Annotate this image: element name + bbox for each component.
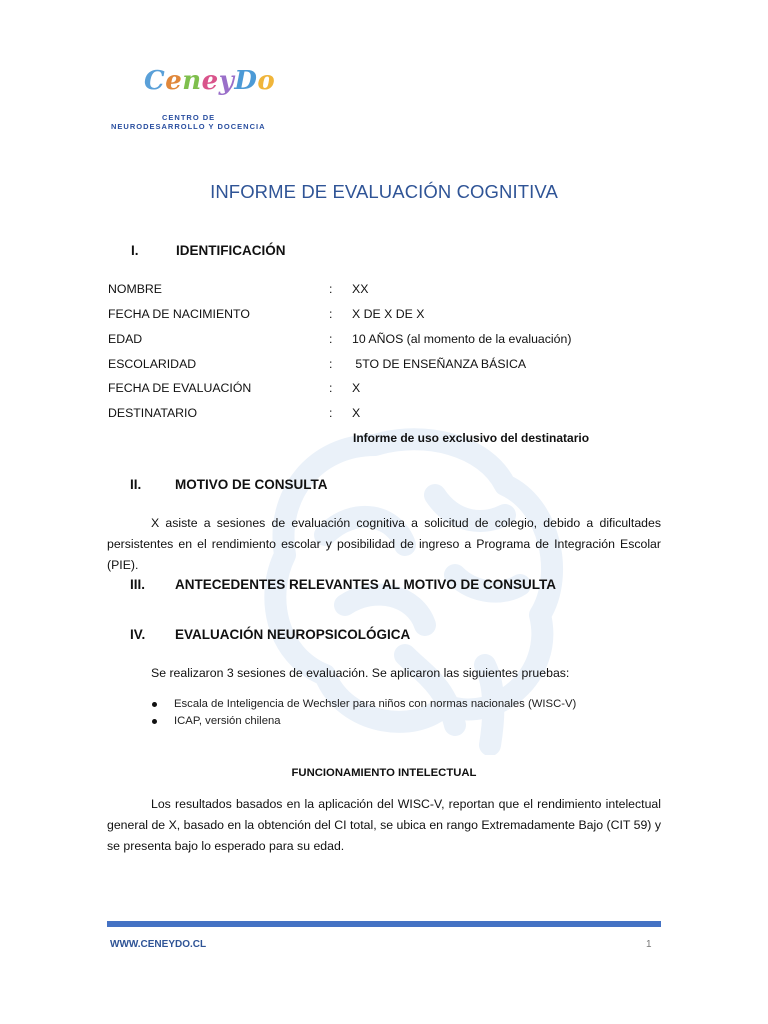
field-label: NOMBRE	[108, 282, 162, 296]
logo-letter: e	[165, 66, 183, 96]
section-title: EVALUACIÓN NEUROPSICOLÓGICA	[175, 627, 411, 642]
exclusive-use-note: Informe de uso exclusivo del destinatario	[353, 431, 590, 445]
logo-subtitle-line1: CENTRO DE	[162, 113, 216, 122]
logo-wordmark	[144, 66, 275, 96]
logo-letter: D	[234, 66, 258, 96]
field-colon: :	[329, 307, 333, 321]
section-title: IDENTIFICACIÓN	[176, 243, 286, 258]
bullet-icon	[152, 719, 157, 724]
section-title: MOTIVO DE CONSULTA	[175, 477, 328, 492]
field-colon: :	[329, 357, 333, 371]
results-paragraph	[107, 794, 661, 857]
evaluacion-intro: Se realizaron 3 sesiones de evaluación. Se aplicaron las siguientes pruebas:	[151, 666, 570, 680]
page-number: 1	[646, 939, 652, 950]
section-number: II.	[130, 477, 142, 492]
section-number: III.	[130, 577, 146, 592]
field-label: FECHA DE EVALUACIÓN	[108, 381, 252, 395]
logo-letter: n	[182, 66, 202, 96]
funcionamiento-intelectual-heading: FUNCIONAMIENTO INTELECTUAL	[291, 767, 477, 779]
logo-letter: e	[201, 66, 219, 96]
field-label: EDAD	[108, 332, 143, 346]
logo-letter: o	[257, 66, 276, 96]
list-item	[152, 713, 576, 730]
section-title: ANTECEDENTES RELEVANTES AL MOTIVO DE CONSULTA	[175, 577, 557, 592]
tests-list	[152, 696, 576, 730]
field-label: ESCOLARIDAD	[108, 357, 197, 371]
field-value: X	[352, 406, 361, 420]
list-item-text: Escala de Inteligencia de Wechsler para niños con normas nacionales (WISC-V)	[174, 698, 577, 710]
section-number: I.	[131, 243, 139, 258]
logo-subtitle-line2: NEURODESARROLLO Y DOCENCIA	[111, 122, 266, 131]
field-colon: :	[329, 282, 333, 296]
field-value: 10 AÑOS (al momento de la evaluación)	[352, 332, 572, 346]
logo-letter: y	[218, 66, 235, 96]
footer-divider	[107, 921, 661, 927]
list-item	[152, 696, 576, 713]
field-label: DESTINATARIO	[108, 406, 198, 420]
ceneydo-logo	[108, 46, 278, 136]
logo-letter: C	[144, 66, 166, 96]
footer-website-link[interactable]: WWW.CENEYDO.CL	[110, 939, 207, 950]
field-value: XX	[352, 282, 369, 296]
field-value: X DE X DE X	[352, 307, 425, 321]
report-title: INFORME DE EVALUACIÓN COGNITIVA	[210, 181, 558, 202]
list-item-text: ICAP, versión chilena	[174, 715, 281, 727]
field-value: 5TO DE ENSEÑANZA BÁSICA	[352, 357, 527, 371]
section-number: IV.	[130, 627, 146, 642]
field-value: X	[352, 381, 361, 395]
motivo-paragraph	[107, 513, 661, 576]
results-text: Los resultados basados en la aplicación del WISC-V, reportan que el rendimiento intelectual general de X, basado en la obtención del CI total, se ubica en rango Extremadamente Bajo (CIT 59) y se presenta bajo lo esperado para su edad.	[107, 797, 661, 853]
motivo-text: X asiste a sesiones de evaluación cognitiva a solicitud de colegio, debido a dificultades persistentes en el rendimiento escolar y posibilidad de ingreso a Programa de Integración Escolar (PIE).	[107, 516, 661, 572]
bullet-icon	[152, 702, 157, 707]
field-colon: :	[329, 406, 333, 420]
field-colon: :	[329, 381, 333, 395]
field-label: FECHA DE NACIMIENTO	[108, 307, 250, 321]
field-colon: :	[329, 332, 333, 346]
